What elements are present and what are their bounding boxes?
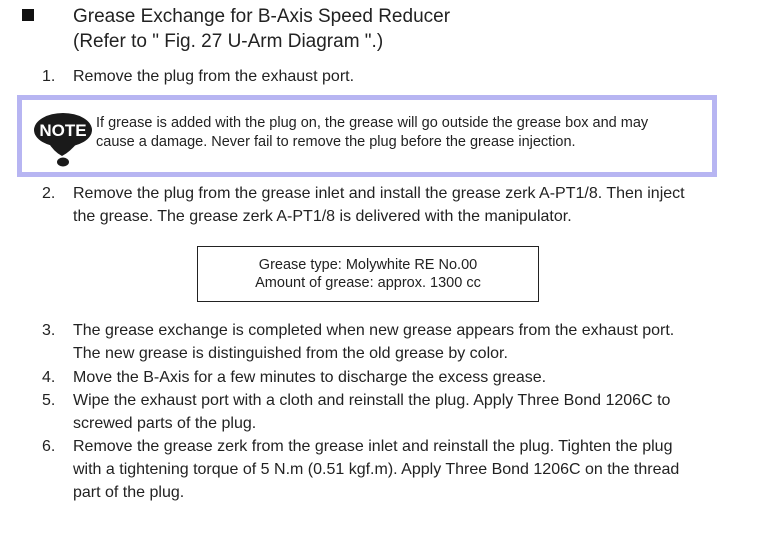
step-text (73, 65, 733, 88)
step-line: The grease exchange is completed when new grease appears from the exhaust port. (73, 322, 675, 339)
step-line: part of the plug. (73, 484, 185, 501)
step-line: The new grease is distinguished from the old grease by color. (73, 345, 508, 362)
step-line: the grease. The grease zerk A-PT1/8 is delivered with the manipulator. (73, 208, 572, 225)
step-line: Move the B-Axis for a few minutes to discharge the excess grease. (73, 369, 547, 386)
step-line: Remove the grease zerk from the grease inlet and reinstall the plug. Tighten the plug (73, 438, 673, 455)
step-line: with a tightening torque of 5 N.m (0.51 kgf.m). Apply Three Bond 1206C on the thread (73, 461, 680, 478)
step-line: Remove the plug from the exhaust port. (73, 68, 355, 85)
grease-info-box (197, 246, 539, 302)
step-number: 5. (42, 392, 56, 409)
grease-type: Grease type: Molywhite RE No.00 (258, 257, 478, 273)
step-line: Remove the plug from the grease inlet and install the grease zerk A-PT1/8. Then inject (73, 185, 685, 202)
step-text (73, 319, 733, 365)
note-line: cause a damage. Never fail to remove the plug before the grease injection. (96, 134, 576, 150)
grease-amount: Amount of grease: approx. 1300 cc (255, 275, 481, 291)
heading-reference: (Refer to " Fig. 27 U-Arm Diagram ".) (73, 31, 384, 52)
step-text (73, 182, 733, 228)
section-heading (73, 4, 450, 54)
note-line: If grease is added with the plug on, the grease will go outside the grease box and may (96, 115, 649, 131)
step-number: 2. (42, 185, 56, 202)
step-number: 3. (42, 322, 56, 339)
note-text (96, 114, 706, 152)
heading-title: Grease Exchange for B-Axis Speed Reducer (73, 6, 451, 27)
step-line: Wipe the exhaust port with a cloth and reinstall the plug. Apply Three Bond 1206C to (73, 392, 671, 409)
section-bullet (22, 9, 34, 21)
note-icon-label: NOTE (39, 121, 87, 140)
note-box (17, 95, 717, 177)
step-number: 1. (42, 68, 56, 85)
step-text (73, 435, 733, 504)
step-number: 4. (42, 369, 56, 386)
note-icon (34, 112, 94, 168)
step-line: screwed parts of the plug. (73, 415, 257, 432)
step-number: 6. (42, 438, 56, 455)
step-text (73, 366, 733, 389)
step-text (73, 389, 733, 435)
